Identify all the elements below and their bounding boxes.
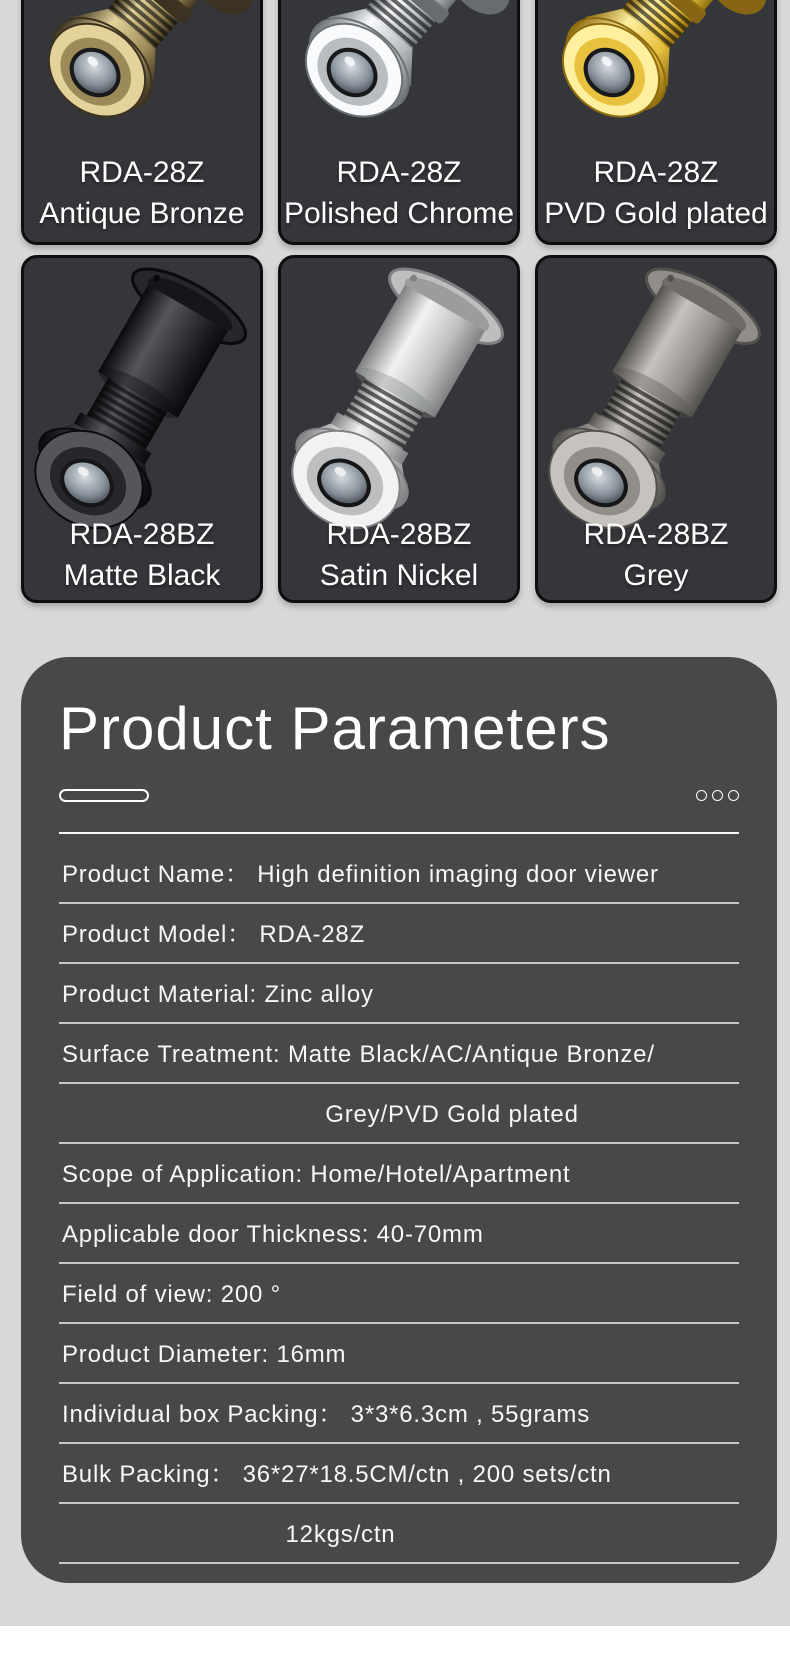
product-finish-label: Satin Nickel xyxy=(319,559,479,592)
parameter-row: Grey/PVD Gold plated xyxy=(59,1084,739,1144)
card-title: Product Parameters xyxy=(59,695,611,762)
product-model-label: RDA-28Z xyxy=(336,156,462,189)
decorative-dots xyxy=(696,790,739,801)
parameter-row: Individual box Packing： 3*3*6.3cm , 55grams xyxy=(59,1384,739,1444)
product-tile xyxy=(535,255,777,603)
product-model-label: RDA-28BZ xyxy=(69,518,215,551)
parameter-row: Product Name： High definition imaging door viewer xyxy=(59,834,739,904)
product-model-label: RDA-28BZ xyxy=(583,518,729,551)
product-finish-label: Antique Bronze xyxy=(39,197,245,230)
product-tile xyxy=(21,255,263,603)
decorative-pill xyxy=(59,789,149,802)
parameter-row: Applicable door Thickness: 40-70mm xyxy=(59,1204,739,1264)
parameter-row: Product Diameter: 16mm xyxy=(59,1324,739,1384)
dot-icon xyxy=(696,790,707,801)
product-model-label: RDA-28Z xyxy=(593,156,719,189)
product-tile xyxy=(278,0,520,245)
finish-grid xyxy=(21,0,777,603)
parameter-row: Bulk Packing： 36*27*18.5CM/ctn , 200 sets/ctn xyxy=(59,1444,739,1504)
product-model-label: RDA-28Z xyxy=(79,156,205,189)
product-finish-label: Grey xyxy=(623,559,689,592)
parameter-row: Product Model： RDA-28Z xyxy=(59,904,739,964)
product-finish-label: PVD Gold plated xyxy=(544,197,768,230)
product-tile xyxy=(535,0,777,245)
product-finish-label: Polished Chrome xyxy=(283,197,515,230)
parameter-row: Field of view: 200 ° xyxy=(59,1264,739,1324)
bottom-white-strip xyxy=(0,1626,790,1665)
product-finish-label: Matte Black xyxy=(63,559,221,592)
parameter-row: Surface Treatment: Matte Black/AC/Antique Bronze/ xyxy=(59,1024,739,1084)
product-parameters-card xyxy=(21,657,777,1583)
parameter-row: Scope of Application: Home/Hotel/Apartment xyxy=(59,1144,739,1204)
parameter-row: 12kgs/ctn xyxy=(59,1504,739,1564)
product-model-label: RDA-28BZ xyxy=(326,518,472,551)
dot-icon xyxy=(712,790,723,801)
dot-icon xyxy=(728,790,739,801)
product-tile xyxy=(278,255,520,603)
parameters-list xyxy=(59,832,739,1564)
card-decoration-row xyxy=(59,788,739,802)
product-tile xyxy=(21,0,263,245)
parameter-row: Product Material: Zinc alloy xyxy=(59,964,739,1024)
